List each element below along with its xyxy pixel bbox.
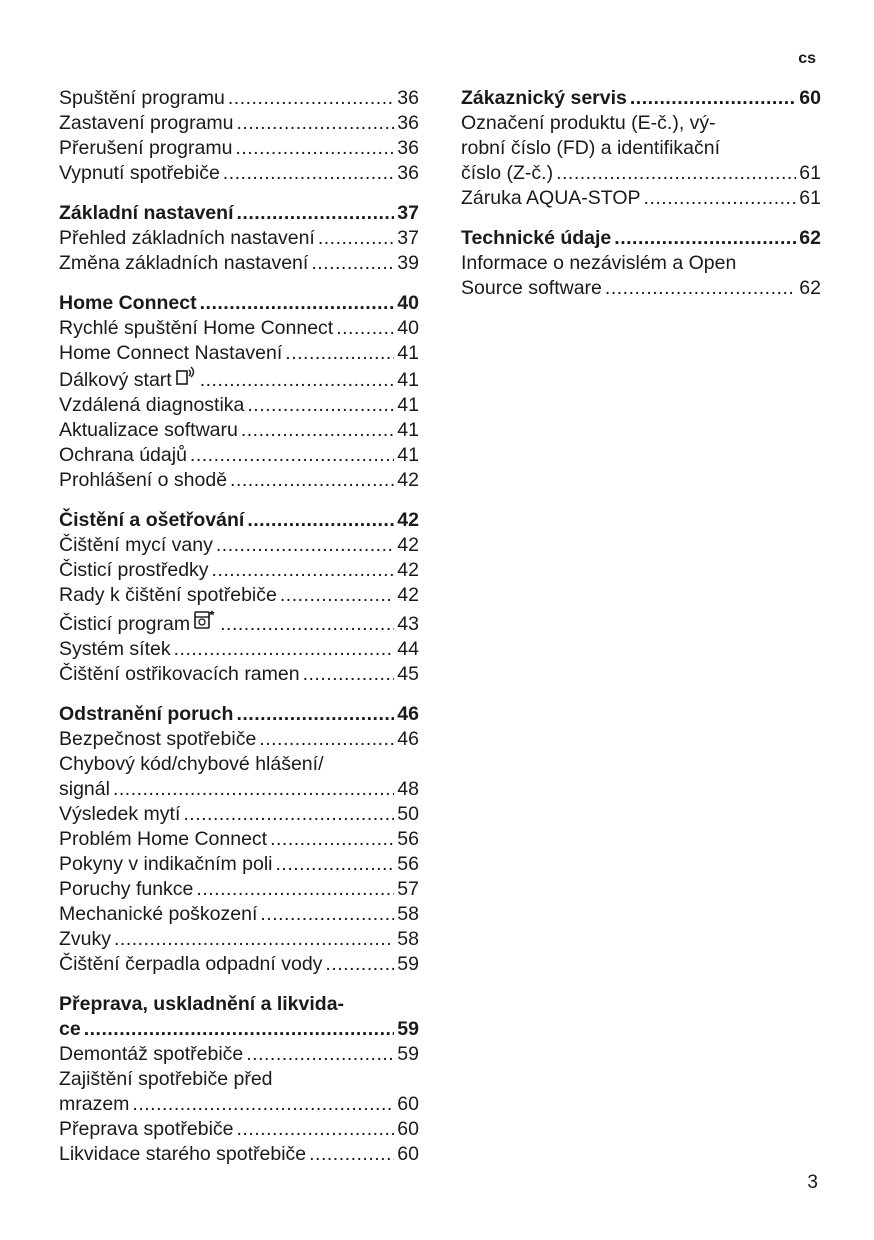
dot-leader	[236, 201, 394, 226]
toc-entry-title: Likvidace starého spotřebiče	[59, 1143, 307, 1165]
toc-entry-title: Vypnutí spotřebiče	[59, 162, 220, 184]
toc-entry-pokyny-v-indikacnim-poli[interactable]	[59, 852, 419, 877]
toc-entry-zajisteni-spotrebice-pred-mrazem[interactable]	[59, 1067, 419, 1117]
toc-page-number: 48	[397, 778, 419, 800]
dot-leader	[223, 161, 395, 186]
dot-leader	[303, 662, 395, 687]
toc-entry-cisteni-ostrikovacich-ramen[interactable]	[59, 662, 419, 687]
toc-entry-title: Prohlášení o shodě	[59, 469, 228, 491]
toc-entry-title: robní číslo (FD) a identifikační	[461, 137, 721, 159]
toc-section	[59, 201, 419, 276]
dot-leader	[216, 533, 394, 558]
toc-entry-title: Odstranění poruch	[59, 703, 234, 725]
toc-entry-title: Čištění ostřikovacích ramen	[59, 663, 300, 685]
toc-page-number: 36	[397, 162, 419, 184]
toc-column-right	[461, 86, 821, 316]
toc-page-number: 60	[799, 87, 821, 109]
dot-leader	[200, 291, 395, 316]
dot-leader	[246, 1042, 394, 1067]
dot-leader	[259, 727, 394, 752]
toc-entry-system-sitek[interactable]	[59, 637, 419, 662]
toc-entry-chybovy-kod-chybove-hlaseni-signal[interactable]	[59, 752, 419, 802]
toc-section	[59, 702, 419, 977]
toc-entry-title: Rychlé spuštění Home Connect	[59, 317, 334, 339]
toc-page-number: 41	[397, 342, 419, 364]
dot-leader	[325, 952, 394, 977]
toc-page-number: 61	[799, 187, 821, 209]
dot-leader	[247, 393, 394, 418]
dot-leader	[280, 583, 394, 608]
toc-page-number: 60	[397, 1143, 419, 1165]
toc-page-number: 59	[397, 1043, 419, 1065]
toc-heading-home-connect[interactable]	[59, 291, 419, 316]
toc-entry-cisteni-myci-vany[interactable]	[59, 533, 419, 558]
toc-entry-title: Čištění mycí vany	[59, 534, 213, 556]
dot-leader	[614, 226, 796, 251]
toc-page-number: 42	[397, 559, 419, 581]
toc-page-number: 45	[397, 663, 419, 685]
toc-section	[59, 992, 419, 1167]
toc-page-number: 39	[397, 252, 419, 274]
toc-page-number: 56	[397, 853, 419, 875]
dot-leader	[630, 86, 796, 111]
dot-leader	[183, 802, 394, 827]
dot-leader	[190, 443, 394, 468]
toc-page-number: 60	[397, 1118, 419, 1140]
toc-entry-demontaz-spotrebice[interactable]	[59, 1042, 419, 1067]
toc-entry-title: Výsledek mytí	[59, 803, 181, 825]
toc-entry-zmena-zakladnich-nastaveni[interactable]	[59, 251, 419, 276]
toc-entry-title: Vzdálená diagnostika	[59, 394, 245, 416]
toc-entry-rady-k-cisteni-spotrebice[interactable]	[59, 583, 419, 608]
toc-section	[59, 291, 419, 493]
toc-page-number: 56	[397, 828, 419, 850]
toc-heading-zakladni-nastaveni[interactable]	[59, 201, 419, 226]
toc-entry-title: Čištění čerpadla odpadní vody	[59, 953, 323, 975]
toc-heading-odstraneni-poruch[interactable]	[59, 702, 419, 727]
dot-leader	[114, 927, 394, 952]
toc-entry-preprava-spotrebice[interactable]	[59, 1117, 419, 1142]
toc-entry-zvuky[interactable]	[59, 927, 419, 952]
toc-entry-title: Přehled základních nastavení	[59, 227, 315, 249]
toc-entry-title: Bezpečnost spotřebiče	[59, 728, 257, 750]
toc-page-number: 46	[397, 728, 419, 750]
toc-section	[461, 86, 821, 211]
toc-entry-title: Home Connect Nastavení	[59, 342, 283, 364]
toc-page-number: 58	[397, 928, 419, 950]
toc-entry-likvidace-stareho-spotrebice[interactable]	[59, 1142, 419, 1167]
toc-entry-title: Záruka AQUA-STOP	[461, 187, 641, 209]
dot-leader	[132, 1092, 394, 1117]
toc-section	[59, 508, 419, 687]
toc-page-number: 37	[397, 227, 419, 249]
toc-page-number: 44	[397, 638, 419, 660]
toc-page-number: 50	[397, 803, 419, 825]
toc-heading-technicke-udaje[interactable]	[461, 226, 821, 251]
toc-entry-title: ce	[59, 1018, 81, 1040]
toc-entry-title: Označení produktu (E-č.), vý-	[461, 112, 716, 134]
toc-entry-title: Přerušení programu	[59, 137, 233, 159]
toc-entry-title: Přeprava, uskladnění a likvida-	[59, 993, 345, 1015]
toc-entry-title: Čisticí program	[59, 613, 191, 635]
toc-entry-title: Změna základních nastavení	[59, 252, 309, 274]
toc-entry-prohlaseni-o-shode[interactable]	[59, 468, 419, 493]
dot-leader	[84, 1017, 395, 1042]
toc-entry-title: Základní nastavení	[59, 202, 234, 224]
dot-leader	[113, 777, 394, 802]
toc-heading-zakaznicky-servis[interactable]	[461, 86, 821, 111]
dot-leader	[196, 877, 394, 902]
toc-entry-informace-o-nezavislem-a-open-source-sof[interactable]	[461, 251, 821, 301]
toc-entry-title: číslo (Z-č.)	[461, 162, 554, 184]
toc-entry-spusteni-programu[interactable]	[59, 86, 419, 111]
toc-entry-ochrana-udaju[interactable]	[59, 443, 419, 468]
dot-leader	[241, 418, 394, 443]
toc-page-number: 42	[397, 584, 419, 606]
toc-entry-poruchy-funkce[interactable]	[59, 877, 419, 902]
toc-page-number: 42	[397, 534, 419, 556]
dot-leader	[260, 902, 394, 927]
toc-entry-title: Čistění a ošetřování	[59, 509, 245, 531]
toc-page-number: 62	[799, 227, 821, 249]
toc-entry-title: Rady k čištění spotřebiče	[59, 584, 277, 606]
toc-entry-title: Čisticí prostředky	[59, 559, 209, 581]
toc-entry-zaruka-aqua-stop[interactable]	[461, 186, 821, 211]
toc-entry-zastaveni-programu[interactable]	[59, 111, 419, 136]
dot-leader	[644, 186, 797, 211]
toc-entry-title: Dálkový start	[59, 369, 172, 391]
toc-entry-title: Přeprava spotřebiče	[59, 1118, 234, 1140]
toc-entry-title: Informace o nezávislém a Open	[461, 252, 737, 274]
dot-leader	[336, 316, 394, 341]
toc-page-number: 41	[397, 419, 419, 441]
toc-page-number: 42	[397, 509, 419, 531]
dot-leader	[270, 827, 394, 852]
language-code: cs	[798, 50, 816, 67]
toc-page-number: 36	[397, 137, 419, 159]
dot-leader	[285, 341, 394, 366]
toc-page-number: 40	[397, 317, 419, 339]
toc-page-number: 43	[397, 613, 419, 635]
toc-entry-title: Zvuky	[59, 928, 112, 950]
toc-entry-title: Chybový kód/chybové hlášení/	[59, 753, 324, 775]
toc-page-number: 59	[397, 1018, 419, 1040]
toc-entry-bezpecnost-spotrebice[interactable]	[59, 727, 419, 752]
toc-entry-title: Technické údaje	[461, 227, 612, 249]
toc-entry-cistici-program[interactable]	[59, 608, 419, 637]
toc-heading-preprava-uskladneni-a-likvida-ce[interactable]	[59, 992, 419, 1042]
toc-entry-title: Demontáž spotřebiče	[59, 1043, 244, 1065]
toc-heading-cisteni-a-osetrovani[interactable]	[59, 508, 419, 533]
dot-leader	[220, 612, 394, 637]
dot-leader	[318, 226, 394, 251]
toc-page-number: 58	[397, 903, 419, 925]
toc-entry-title: Zastavení programu	[59, 112, 234, 134]
toc-page-number: 61	[799, 162, 821, 184]
toc-entry-title: signál	[59, 778, 110, 800]
toc-entry-rychle-spusteni-home-connect[interactable]	[59, 316, 419, 341]
dot-leader	[230, 468, 394, 493]
toc-entry-vzdalena-diagnostika[interactable]	[59, 393, 419, 418]
dot-leader	[212, 558, 395, 583]
remote-start-icon	[175, 366, 197, 393]
toc-entry-title: Mechanické poškození	[59, 903, 258, 925]
toc-section	[59, 86, 419, 186]
dot-leader	[235, 136, 394, 161]
toc-page-number: 57	[397, 878, 419, 900]
dot-leader	[311, 251, 394, 276]
toc-entry-title: Aktualizace softwaru	[59, 419, 238, 441]
toc-entry-title: mrazem	[59, 1093, 130, 1115]
dot-leader	[200, 368, 395, 393]
toc-entry-vypnuti-spotrebice[interactable]	[59, 161, 419, 186]
machine-care-icon	[193, 608, 217, 637]
dot-leader	[236, 702, 394, 727]
toc-entry-cistici-prostredky[interactable]	[59, 558, 419, 583]
toc-page-number: 41	[397, 444, 419, 466]
toc-entry-title: Pokyny v indikačním poli	[59, 853, 273, 875]
toc-page-number: 62	[799, 277, 821, 299]
toc-page-number: 36	[397, 112, 419, 134]
toc-entry-home-connect-nastaveni[interactable]	[59, 341, 419, 366]
page-number: 3	[807, 1172, 818, 1193]
dot-leader	[276, 852, 395, 877]
dot-leader	[228, 86, 394, 111]
dot-leader	[605, 276, 796, 301]
toc-page-number: 37	[397, 202, 419, 224]
toc-entry-title: Poruchy funkce	[59, 878, 194, 900]
toc-entry-title: Systém sítek	[59, 638, 171, 660]
toc-section	[461, 226, 821, 301]
dot-leader	[237, 1117, 395, 1142]
toc-entry-title: Zákaznický servis	[461, 87, 627, 109]
toc-entry-vysledek-myti[interactable]	[59, 802, 419, 827]
toc-page-number: 41	[397, 369, 419, 391]
toc-page-number: 59	[397, 953, 419, 975]
toc-column-left	[59, 86, 419, 1182]
toc-entry-oznaceni-produktu-e-c-vy-robni-cislo-fd-[interactable]	[461, 111, 821, 186]
toc-page-number: 40	[397, 292, 419, 314]
toc-entry-title: Ochrana údajů	[59, 444, 187, 466]
toc-entry-mechanicke-poskozeni[interactable]	[59, 902, 419, 927]
toc-entry-title: Zajištění spotřebiče před	[59, 1068, 273, 1090]
dot-leader	[174, 637, 395, 662]
toc-entry-title: Home Connect	[59, 292, 197, 314]
toc-page-number: 46	[397, 703, 419, 725]
dot-leader	[247, 508, 394, 533]
toc-page-number: 36	[397, 87, 419, 109]
toc-page-number: 41	[397, 394, 419, 416]
toc-page-number: 60	[397, 1093, 419, 1115]
dot-leader	[556, 161, 796, 186]
toc-page-number: 42	[397, 469, 419, 491]
toc-entry-cisteni-cerpadla-odpadni-vody[interactable]	[59, 952, 419, 977]
toc-entry-title: Source software	[461, 277, 602, 299]
dot-leader	[237, 111, 395, 136]
toc-entry-title: Spuštění programu	[59, 87, 225, 109]
toc-entry-preruseni-programu[interactable]	[59, 136, 419, 161]
toc-entry-title: Problém Home Connect	[59, 828, 268, 850]
toc-entry-aktualizace-softwaru[interactable]	[59, 418, 419, 443]
toc-entry-prehled-zakladnich-nastaveni[interactable]	[59, 226, 419, 251]
toc-entry-problem-home-connect[interactable]	[59, 827, 419, 852]
toc-entry-dalkovy-start[interactable]	[59, 366, 419, 393]
dot-leader	[309, 1142, 394, 1167]
